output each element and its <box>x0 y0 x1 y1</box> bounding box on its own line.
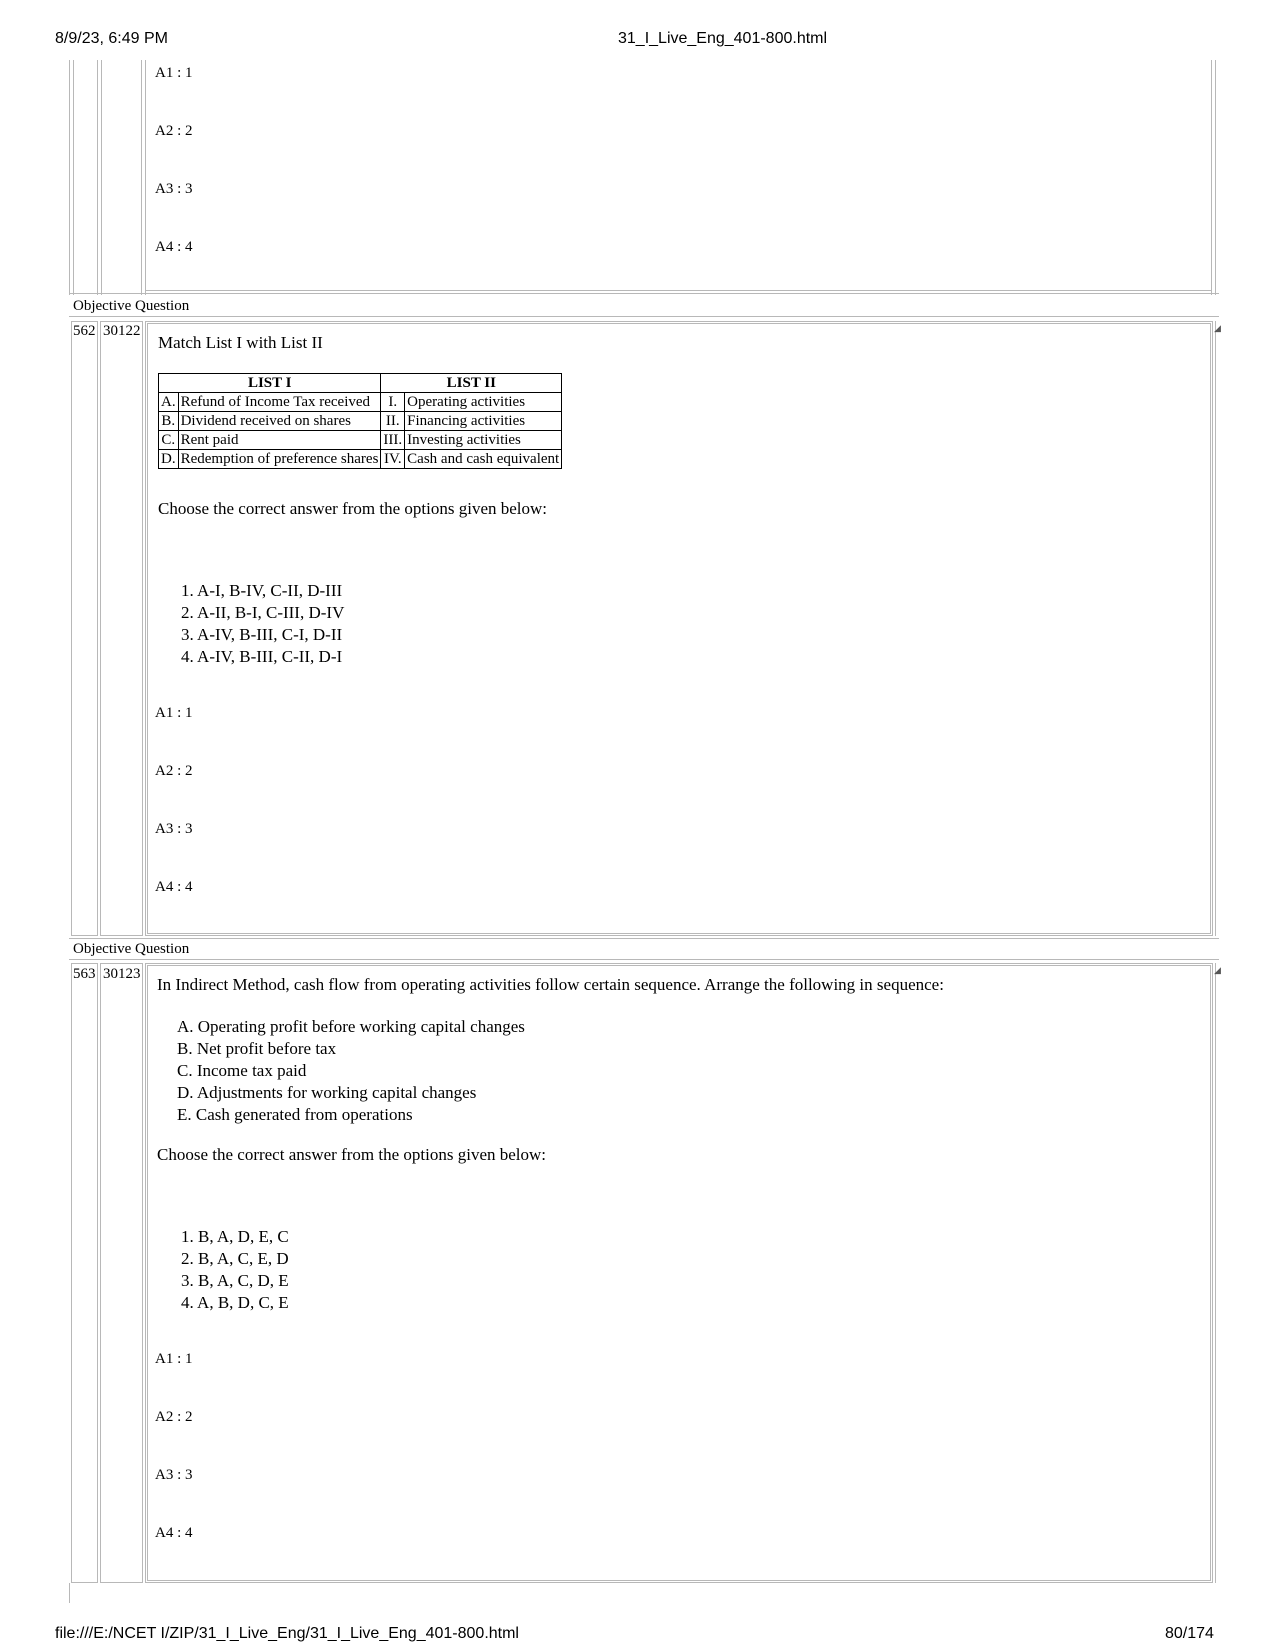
row-list-i-text: Refund of Income Tax received <box>178 393 381 412</box>
prev-answer-3: A3 : 3 <box>155 181 193 197</box>
prev-answer-4: A4 : 4 <box>155 239 193 255</box>
option-2: 2. B, A, C, E, D <box>181 1249 289 1268</box>
choose-instruction: Choose the correct answer from the options given below: <box>157 1145 547 1164</box>
answer-1: A1 : 1 <box>155 705 193 721</box>
row-letter: A. <box>159 393 179 412</box>
row-numeral: IV. <box>381 450 405 469</box>
table-row <box>159 393 562 412</box>
prev-answer-2: A2 : 2 <box>155 123 193 139</box>
sequence-item-c: C. Income tax paid <box>177 1061 307 1080</box>
print-file-path: file:///E:/NCET I/ZIP/31_I_Live_Eng/31_I_Live_Eng_401-800.html <box>55 1625 519 1642</box>
row-list-ii-text: Investing activities <box>405 431 562 450</box>
answer-3: A3 : 3 <box>155 1467 193 1483</box>
answer-1: A1 : 1 <box>155 1351 193 1367</box>
sequence-items-list <box>177 1016 525 1126</box>
table-row <box>159 412 562 431</box>
print-filename: 31_I_Live_Eng_401-800.html <box>618 30 828 47</box>
options-list <box>181 1226 289 1314</box>
question-id: 30123 <box>103 966 141 982</box>
option-3: 3. A-IV, B-III, C-I, D-II <box>181 625 343 644</box>
answer-3: A3 : 3 <box>155 821 193 837</box>
option-4: 4. A-IV, B-III, C-II, D-I <box>181 647 343 666</box>
match-table <box>158 373 562 469</box>
option-3: 3. B, A, C, D, E <box>181 1271 289 1290</box>
question-text: Match List I with List II <box>158 333 323 352</box>
option-2: 2. A-II, B-I, C-III, D-IV <box>181 603 345 622</box>
question-text: In Indirect Method, cash flow from operating activities follow certain sequence. Arrange the following in sequence: <box>157 975 944 994</box>
table-row <box>159 450 562 469</box>
row-list-ii-text: Financing activities <box>405 412 562 431</box>
option-4: 4. A, B, D, C, E <box>181 1293 289 1312</box>
question-number: 562 <box>73 323 96 339</box>
page-number: 80/174 <box>1165 1625 1214 1642</box>
row-letter: B. <box>159 412 179 431</box>
list-i-header: LIST I <box>159 374 381 393</box>
row-list-i-text: Rent paid <box>178 431 381 450</box>
sequence-item-e: E. Cash generated from operations <box>177 1105 413 1124</box>
row-list-i-text: Redemption of preference shares <box>178 450 381 469</box>
scroll-indicator-icon: ◢ <box>1214 965 1221 975</box>
answer-2: A2 : 2 <box>155 1409 193 1425</box>
answer-2: A2 : 2 <box>155 763 193 779</box>
row-numeral: III. <box>381 431 405 450</box>
question-number: 563 <box>73 966 96 982</box>
row-list-ii-text: Operating activities <box>405 393 562 412</box>
choose-instruction: Choose the correct answer from the options given below: <box>158 499 548 518</box>
row-list-ii-text: Cash and cash equivalent <box>405 450 562 469</box>
list-ii-header: LIST II <box>381 374 562 393</box>
option-1: 1. A-I, B-IV, C-II, D-III <box>181 581 343 600</box>
sequence-item-b: B. Net profit before tax <box>177 1039 337 1058</box>
row-list-i-text: Dividend received on shares <box>178 412 381 431</box>
row-letter: D. <box>159 450 179 469</box>
print-datetime: 8/9/23, 6:49 PM <box>55 30 168 47</box>
sequence-item-a: A. Operating profit before working capital changes <box>177 1017 525 1036</box>
question-type-label: Objective Question <box>73 298 190 314</box>
question-type-label: Objective Question <box>73 941 190 957</box>
row-numeral: I. <box>381 393 405 412</box>
prev-answer-1: A1 : 1 <box>155 65 193 81</box>
option-1: 1. B, A, D, E, C <box>181 1227 289 1246</box>
sequence-item-d: D. Adjustments for working capital changes <box>177 1083 477 1102</box>
answer-4: A4 : 4 <box>155 1525 193 1541</box>
options-list <box>181 580 344 668</box>
question-id: 30122 <box>103 323 141 339</box>
scroll-indicator-icon: ◢ <box>1214 323 1221 333</box>
row-numeral: II. <box>381 412 405 431</box>
answer-4: A4 : 4 <box>155 879 193 895</box>
table-row <box>159 431 562 450</box>
row-letter: C. <box>159 431 179 450</box>
